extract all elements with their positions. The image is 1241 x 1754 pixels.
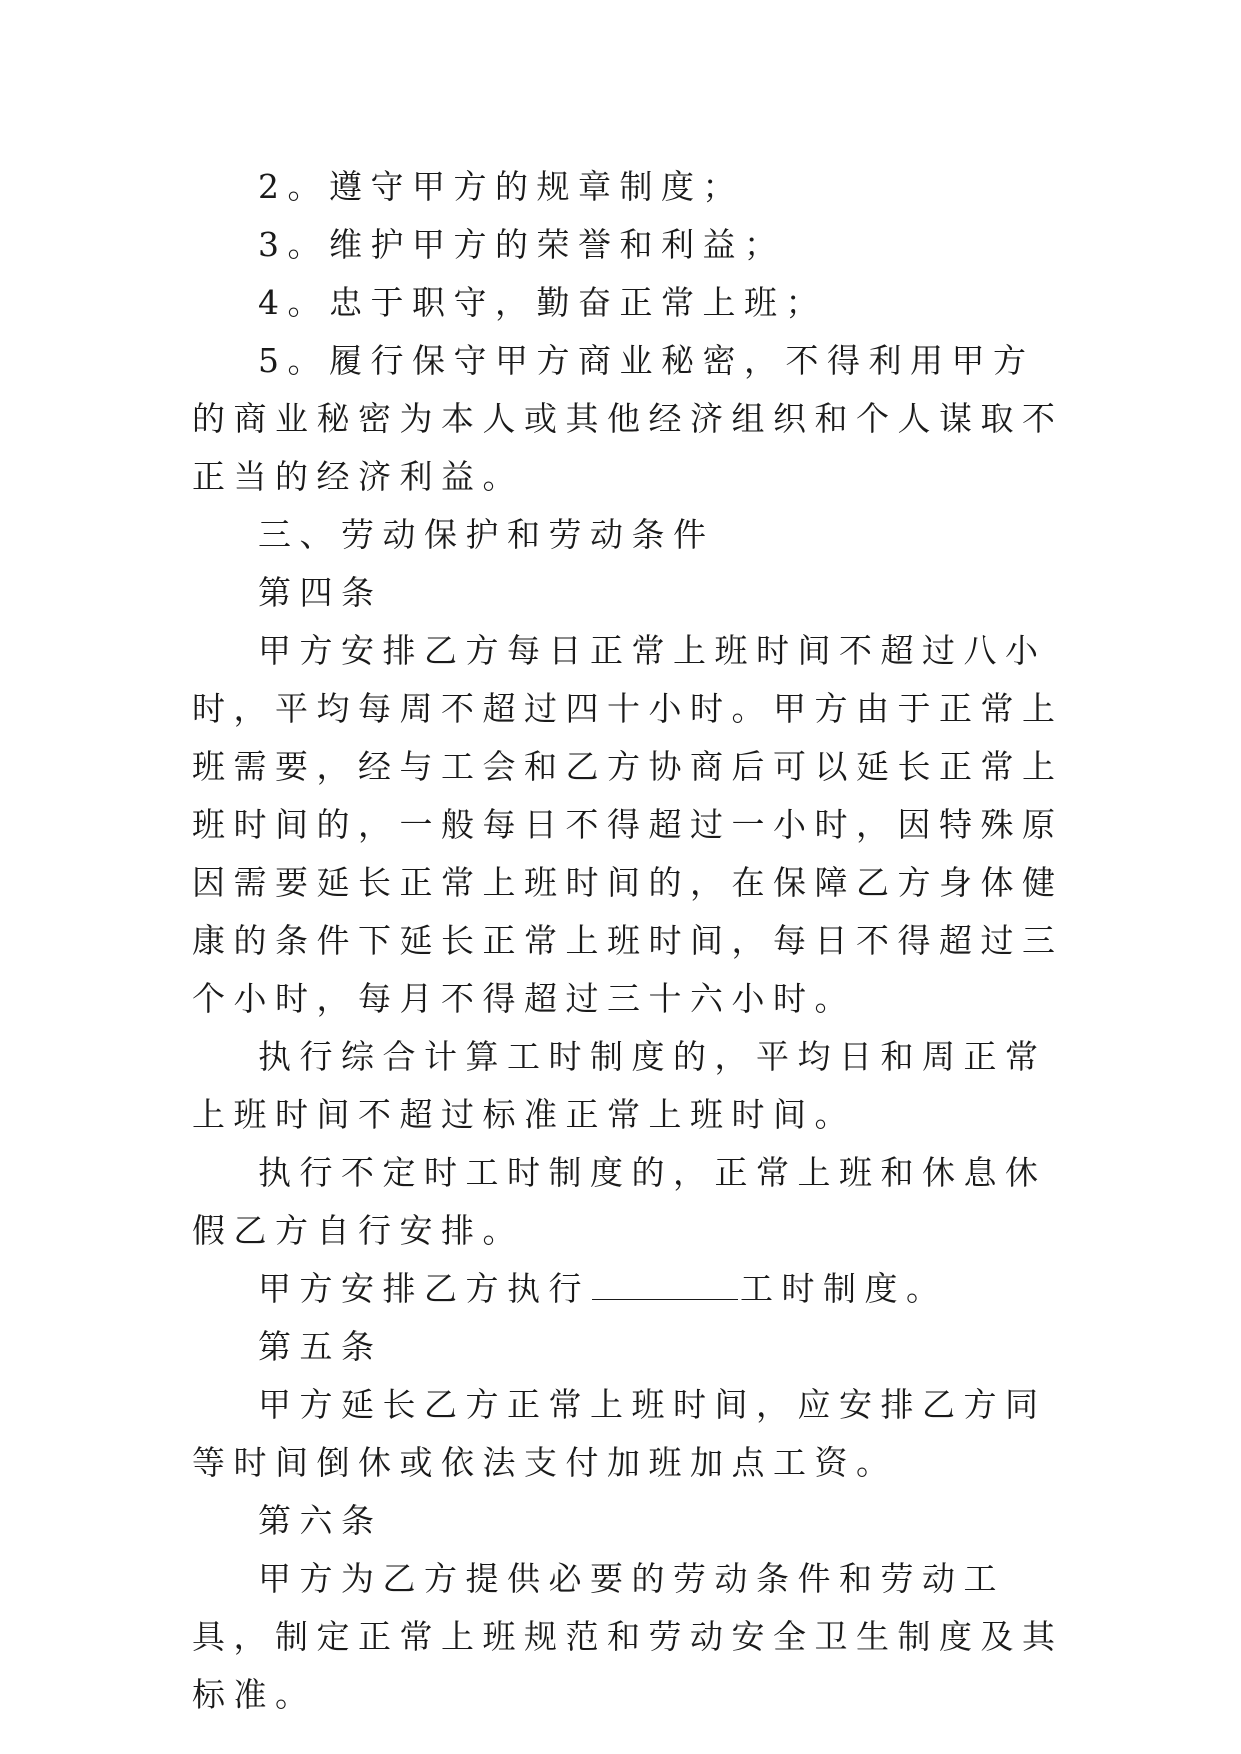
article-5-title: 第五条 (258, 1327, 383, 1366)
article-4-title: 第四条 (258, 573, 383, 612)
duty-item-3: 3。维护甲方的荣誉和利益； (258, 225, 786, 264)
flexible-hours-paragraph: 执行不定时工时制度的，正常上班和休息休假乙方自行安排。 (192, 1153, 1047, 1250)
article-5-body: 甲方延长乙方正常上班时间，应安排乙方同等时间倒休或依法支付加班加点工资。 (192, 1385, 1047, 1482)
article-6-title: 第六条 (258, 1501, 383, 1540)
article-4-body: 甲方安排乙方每日正常上班时间不超过八小时，平均每周不超过四十小时。甲方由于正常上班需要，经与工会和乙方协商后可以延长正常上班时间的，一般每日不得超过一小时，因特殊原因需要延长正常上班时间的，在保障乙方身体健康的条件下延长正常上班时间，每日不得超过三个小时，每月不得超过三十六小时。 (192, 631, 1064, 1018)
section-heading-3: 三、劳动保护和劳动条件 (258, 515, 715, 554)
comprehensive-hours-paragraph: 执行综合计算工时制度的，平均日和周正常上班时间不超过标准正常上班时间。 (192, 1037, 1047, 1134)
duty-item-2: 2。遵守甲方的规章制度； (258, 167, 744, 206)
fill-in-blank[interactable] (592, 1269, 738, 1300)
work-hours-assignment (192, 1260, 1072, 1318)
duty-item-4: 4。忠于职守，勤奋正常上班； (258, 283, 827, 322)
article-6-body: 甲方为乙方提供必要的劳动条件和劳动工具，制定正常上班规范和劳动安全卫生制度及其标准。 (192, 1559, 1064, 1714)
document-page (192, 158, 1072, 1724)
assignment-text-before: 甲方安排乙方执行 (258, 1269, 590, 1308)
assignment-text-after: 工时制度。 (740, 1269, 948, 1308)
duty-item-5: 5。履行保守甲方商业秘密，不得利用甲方的商业秘密为本人或其他经济组织和个人谋取不正当的经济利益。 (192, 341, 1064, 496)
